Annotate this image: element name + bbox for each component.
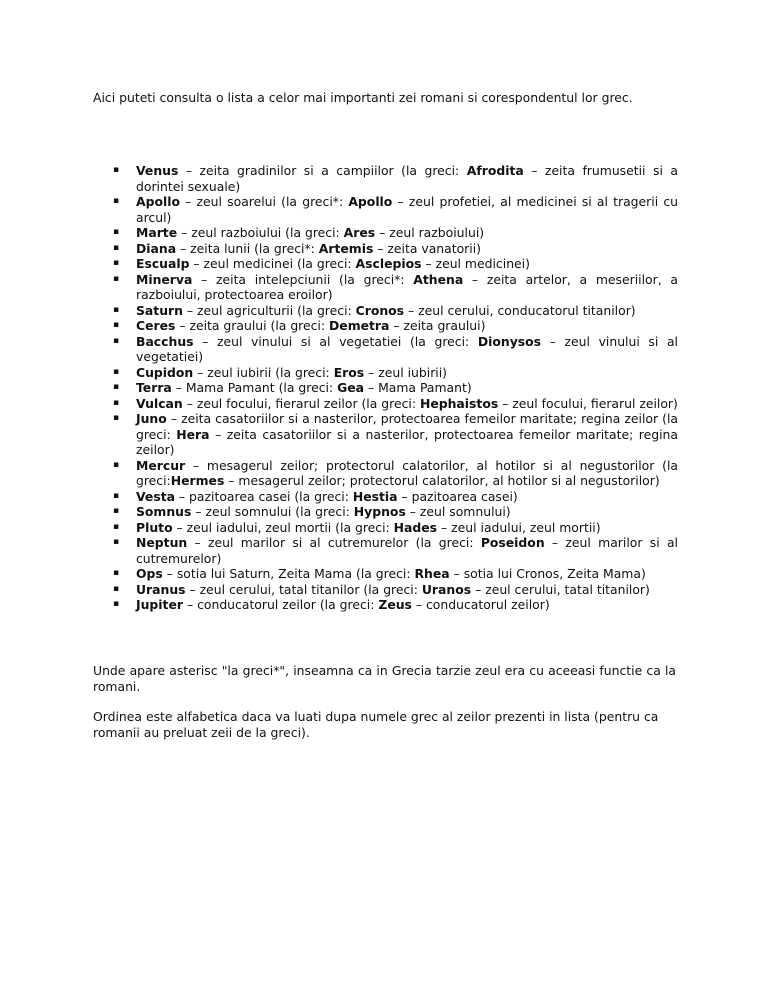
- bullet-icon: ▪: [113, 242, 120, 253]
- roman-god-description: – pazitoarea casei (la greci:: [174, 488, 353, 504]
- greek-god-description: – zeul cerului, conducatorul titanilor): [404, 302, 636, 318]
- roman-god-description: – zeul marilor si al cutremurelor (la greci:: [187, 535, 481, 550]
- greek-god-description: – zeul razboiului): [375, 225, 485, 240]
- greek-god-name: Hera: [176, 426, 210, 442]
- roman-god-name: Terra: [136, 380, 172, 395]
- roman-god-description: – Mama Pamant (la greci:: [171, 380, 338, 395]
- list-item: [93, 396, 678, 412]
- greek-god-name: Afrodita: [466, 163, 524, 178]
- roman-god-name: Vulcan: [136, 395, 183, 411]
- roman-god-name: Venus: [136, 163, 179, 178]
- roman-god-name: Juno: [136, 411, 167, 426]
- roman-god-name: Apollo: [136, 194, 180, 209]
- greek-god-name: Gea: [337, 380, 364, 395]
- roman-god-description: – zeul razboiului (la greci:: [177, 225, 344, 240]
- greek-god-name: Hades: [393, 519, 438, 535]
- bullet-icon: ▪: [113, 335, 120, 346]
- greek-god-description: – conducatorul zeilor): [411, 597, 550, 612]
- bullet-icon: ▪: [113, 583, 120, 594]
- list-item: [93, 241, 678, 257]
- roman-god-name: Ceres: [136, 318, 176, 333]
- greek-god-name: Zeus: [378, 597, 412, 612]
- list-item: [93, 582, 678, 598]
- roman-god-description: – zeul iadului, zeul mortii (la greci:: [172, 519, 394, 535]
- roman-god-description: – zeul iubirii (la greci:: [193, 364, 334, 380]
- greek-god-name: Ares: [343, 225, 376, 240]
- bullet-icon: ▪: [113, 506, 120, 516]
- greek-god-name: Hephaistos: [419, 395, 499, 411]
- roman-god-description: – zeul vinului si al vegetatiei (la greci:: [193, 333, 478, 349]
- bullet-icon: ▪: [113, 382, 120, 392]
- greek-god-description: – zeul focului, fierarul zeilor): [498, 395, 678, 411]
- greek-god-description: – zeita casatoriilor si a nasterilor, protectoarea femeilor maritate; regina zeilor): [136, 426, 678, 457]
- roman-god-description: – conducatorul zeilor (la greci:: [183, 597, 379, 612]
- list-item: [93, 504, 678, 520]
- roman-god-description: – zeita lunii (la greci*:: [176, 240, 319, 256]
- greek-god-description: – zeita vanatorii): [373, 240, 481, 256]
- greek-god-description: – pazitoarea casei): [397, 488, 518, 504]
- roman-god-name: Bacchus: [136, 333, 194, 349]
- roman-god-name: Marte: [136, 225, 178, 240]
- list-item: [93, 597, 678, 613]
- greek-god-name: Poseidon: [480, 535, 545, 550]
- roman-god-name: Ops: [136, 566, 163, 581]
- bullet-icon: ▪: [113, 273, 120, 284]
- greek-god-name: Hermes: [170, 473, 225, 488]
- roman-god-name: Diana: [136, 240, 177, 256]
- intro-paragraph: Aici puteti consulta o lista a celor mai importanti zei romani si corespondentul lor grec.: [93, 90, 633, 105]
- greek-god-name: Rhea: [414, 566, 450, 581]
- greek-god-description: – sotia lui Cronos, Zeita Mama): [449, 566, 646, 581]
- greek-god-name: Athena: [413, 271, 464, 287]
- list-item: [93, 318, 678, 334]
- roman-god-name: Uranus: [136, 581, 186, 597]
- list-item: [93, 272, 678, 303]
- list-item: [93, 303, 678, 319]
- roman-god-name: Saturn: [136, 302, 183, 318]
- bullet-icon: ▪: [113, 196, 120, 206]
- roman-god-description: – zeita casatoriilor si a nasterilor, protectoarea femeilor maritate; regina zeilor (la greci:: [136, 411, 678, 442]
- bullet-icon: ▪: [113, 459, 120, 470]
- list-item: [93, 489, 678, 505]
- greek-god-description: – mesagerul zeilor; protectorul calatorilor, al hotilor si al negustorilor): [224, 473, 660, 488]
- greek-god-name: Eros: [333, 364, 365, 380]
- roman-god-description: – zeul focului, fierarul zeilor (la greci:: [182, 395, 420, 411]
- list-item: [93, 411, 678, 458]
- roman-god-name: Mercur: [136, 457, 186, 473]
- roman-god-description: – zeul medicinei (la greci:: [189, 256, 356, 271]
- list-item: [93, 256, 678, 272]
- list-item: [93, 520, 678, 536]
- roman-god-name: Pluto: [136, 519, 173, 535]
- greek-god-name: Uranos: [421, 581, 472, 597]
- bullet-icon: ▪: [113, 490, 120, 501]
- list-item: [93, 334, 678, 365]
- gods-list: [93, 163, 678, 613]
- list-item: [93, 566, 678, 582]
- greek-god-description: – zeul profetiei, al medicinei si al tragerii cu arcul): [136, 194, 678, 225]
- roman-god-name: Jupiter: [136, 597, 183, 612]
- asterisk-note: Unde apare asterisc "la greci*", inseamna ca in Grecia tarzie zeul era cu aceeasi functie ca la romani.: [93, 663, 676, 694]
- greek-god-name: Hypnos: [353, 504, 406, 519]
- greek-god-description: – zeul iadului, zeul mortii): [437, 519, 601, 535]
- roman-god-description: – zeul cerului, tatal titanilor (la greci:: [185, 581, 422, 597]
- greek-god-description: – zeita frumusetii si a dorintei sexuale): [136, 163, 678, 194]
- bullet-icon: ▪: [113, 397, 120, 408]
- roman-god-name: Neptun: [136, 535, 188, 550]
- roman-god-description: – zeita gradinilor si a campiilor (la greci:: [178, 163, 467, 178]
- order-note: Ordinea este alfabetica daca va luati dupa numele grec al zeilor prezenti in lista (pentru ca romanii au preluat zeii de la greci).: [93, 709, 659, 740]
- greek-god-name: Asclepios: [355, 256, 422, 271]
- list-item: [93, 458, 678, 489]
- bullet-icon: ▪: [113, 568, 120, 578]
- greek-god-description: – zeul cerului, tatal titanilor): [471, 581, 650, 597]
- bullet-icon: ▪: [113, 521, 120, 532]
- roman-god-name: Cupidon: [136, 364, 194, 380]
- list-item: [93, 380, 678, 396]
- roman-god-description: – sotia lui Saturn, Zeita Mama (la greci:: [162, 566, 415, 581]
- greek-god-name: Cronos: [355, 302, 405, 318]
- greek-god-description: – Mama Pamant): [364, 380, 472, 395]
- roman-god-description: – zeul somnului (la greci:: [191, 504, 354, 519]
- bullet-icon: ▪: [113, 320, 120, 330]
- bullet-icon: ▪: [113, 366, 120, 377]
- greek-god-description: – zeul somnului): [405, 504, 511, 519]
- greek-god-description: – zeul iubirii): [364, 364, 448, 380]
- bullet-icon: ▪: [113, 413, 120, 423]
- bullet-icon: ▪: [113, 537, 120, 547]
- roman-god-description: – zeul soarelui (la greci*:: [179, 194, 349, 209]
- roman-god-description: – mesagerul zeilor; protectorul calatorilor, al hotilor si al negustorilor (la greci:: [136, 457, 678, 488]
- bullet-icon: ▪: [113, 599, 120, 609]
- list-item: [93, 194, 678, 225]
- greek-god-description: – zeul vinului si al vegetatiei): [136, 333, 678, 364]
- greek-god-description: – zeita artelor, a meseriilor, a razboiului, protectoarea eroilor): [136, 271, 678, 302]
- greek-god-name: Artemis: [318, 240, 374, 256]
- roman-god-description: – zeita graului (la greci:: [175, 318, 329, 333]
- bullet-icon: ▪: [113, 304, 120, 315]
- roman-god-name: Escualp: [136, 256, 190, 271]
- roman-god-name: Somnus: [136, 504, 192, 519]
- greek-god-name: Hestia: [352, 488, 398, 504]
- list-item: [93, 365, 678, 381]
- greek-god-name: Dionysos: [477, 333, 542, 349]
- bullet-icon: ▪: [113, 227, 120, 237]
- greek-god-name: Demetra: [329, 318, 390, 333]
- bullet-icon: ▪: [113, 165, 120, 175]
- list-item: [93, 535, 678, 566]
- roman-god-description: – zeita intelepciunii (la greci*:: [192, 271, 414, 287]
- roman-god-name: Minerva: [136, 271, 193, 287]
- greek-god-description: – zeul medicinei): [421, 256, 530, 271]
- roman-god-name: Vesta: [136, 488, 175, 504]
- list-item: [93, 225, 678, 241]
- bullet-icon: ▪: [113, 258, 120, 268]
- list-item: [93, 163, 678, 194]
- greek-god-description: – zeita graului): [389, 318, 486, 333]
- greek-god-name: Apollo: [348, 194, 393, 209]
- roman-god-description: – zeul agriculturii (la greci:: [182, 302, 356, 318]
- greek-god-description: – zeul marilor si al cutremurelor): [136, 535, 678, 566]
